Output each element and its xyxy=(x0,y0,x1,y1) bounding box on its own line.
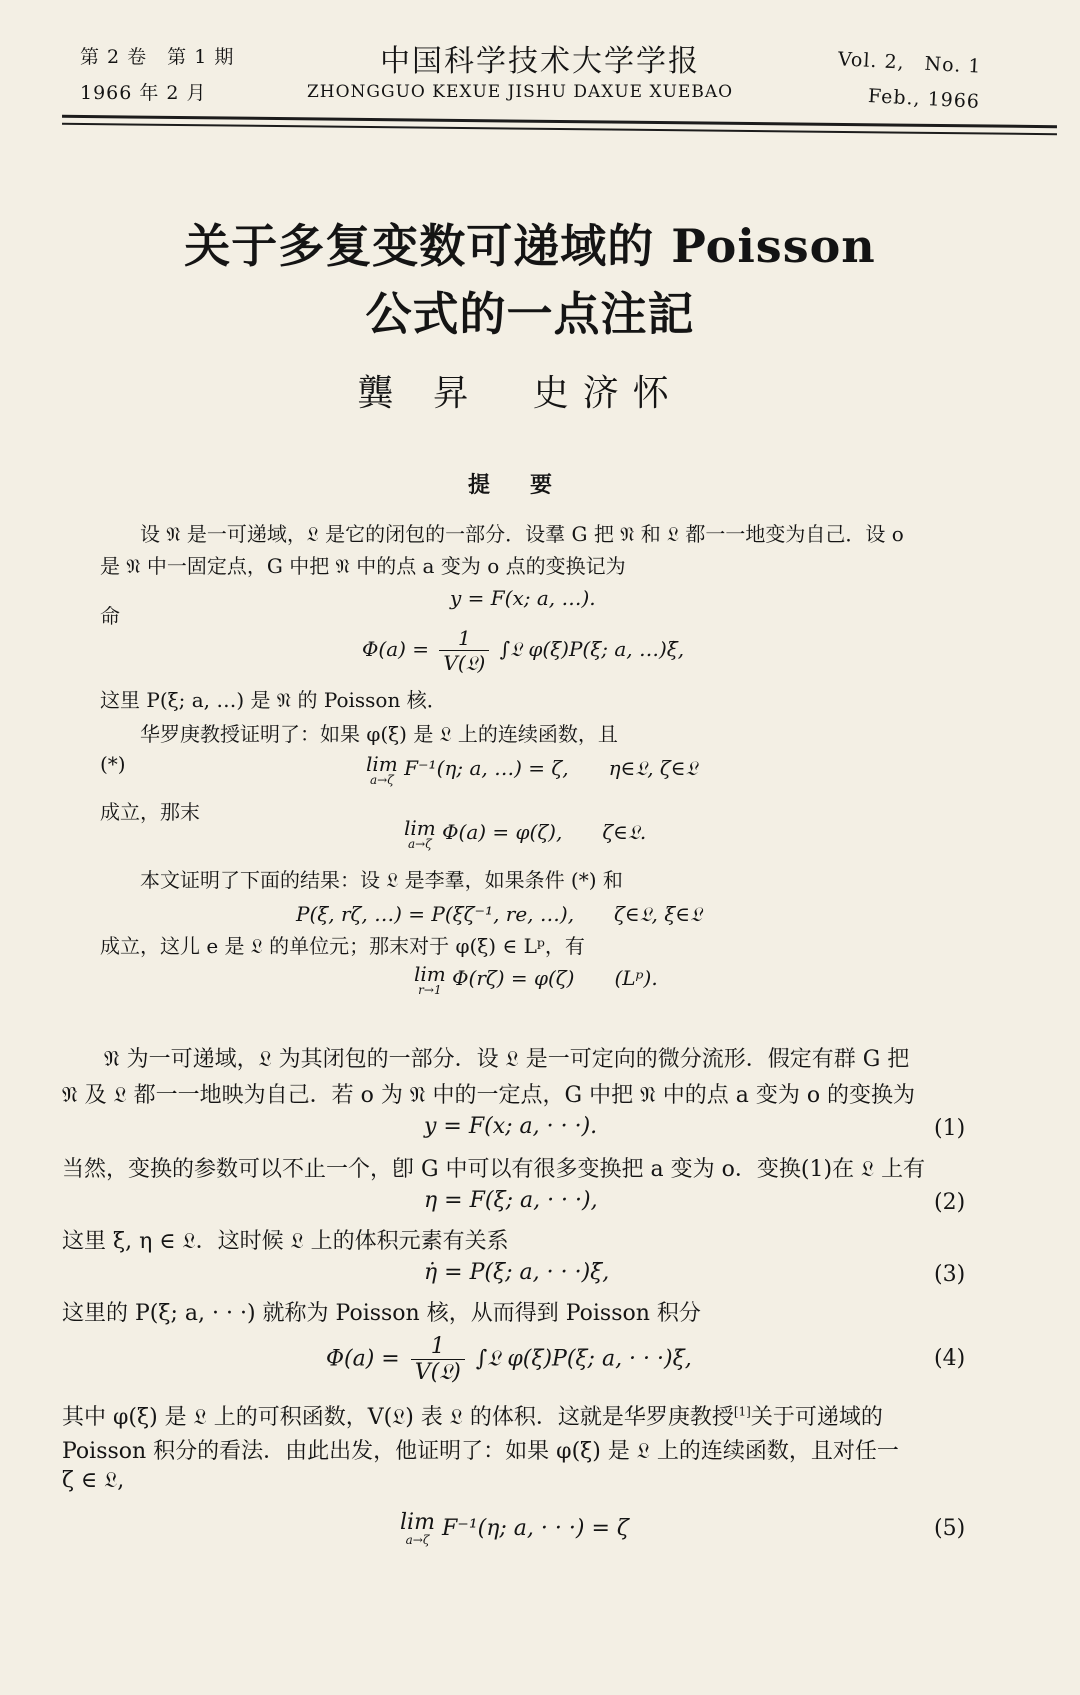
abstract-line-hua: 华罗庚教授证明了：如果 φ(ξ) 是 𝔏 上的连续函数，且 xyxy=(140,722,618,746)
equation-5 xyxy=(400,1512,629,1546)
fraction-numerator: 1 xyxy=(411,1334,465,1360)
paper-title-line1: 关于多复变数可递域的 Poisson xyxy=(184,219,876,273)
body-line-2: 𝔑 及 𝔏 都一一地映为自己．若 o 为 𝔑 中的一定点，G 中把 𝔑 中的点 a 变为 o 的变换为 xyxy=(62,1083,916,1108)
abstract-heading: 提要 xyxy=(467,472,592,498)
equation-3: η̇ = P(ξ; a, · · ·)ξ̇, xyxy=(424,1260,610,1285)
condition-star-label: (*) xyxy=(100,752,126,776)
equation-number-3: (3) xyxy=(934,1262,966,1287)
body-line-8: ζ ∈ 𝔏, xyxy=(62,1468,125,1493)
limit-subscript: a→ζ xyxy=(408,836,432,851)
abstract-line-unit: 成立，这儿 e 是 𝔏 的单位元；那末对于 φ(ξ) ∈ Lᵖ，有 xyxy=(100,934,585,958)
limit-label: lim xyxy=(400,1510,435,1535)
abstract-line-kernel: 这里 P(ξ; a, …) 是 𝔑 的 Poisson 核． xyxy=(100,688,447,712)
date-en: Feb., 1966 xyxy=(867,85,981,113)
volume-issue-cn: 第 2 卷 第 1 期 xyxy=(80,46,235,68)
limit-label: lim xyxy=(414,961,446,986)
body-line-1: 𝔑 为一可递域，𝔏 为其闭包的一部分．设 𝔏 是一可定向的微分流形．假定有群 G 把 xyxy=(104,1047,910,1072)
body-line-6-start: 其中 φ(ξ) 是 𝔏 上的可积函数，V(𝔏) 表 𝔏 的体积．这就是华罗庚教授 xyxy=(62,1405,734,1430)
abstract-eq-limit-result xyxy=(404,816,646,850)
abstract-eq-transform: y = F(x; a, …). xyxy=(450,586,596,610)
eq-lhs: Φ(a) = xyxy=(362,637,430,661)
equation-number-1: (1) xyxy=(934,1116,966,1141)
abstract-line-then: 成立，那末 xyxy=(100,800,200,824)
limit-operator xyxy=(414,961,446,997)
journal-title-en: ZHONGGUO KEXUE JISHU DAXUE XUEBAO xyxy=(306,82,734,102)
eq-body: Φ(a) = φ(ζ), ζ∈𝔏. xyxy=(442,820,647,844)
limit-label: lim xyxy=(366,751,398,776)
paper-title-line2: 公式的一点注記 xyxy=(365,287,695,341)
abstract-line-2: 是 𝔑 中一固定点，G 中把 𝔑 中的点 a 变为 o 点的变换记为 xyxy=(100,554,626,578)
fraction-denominator: V(𝔏) xyxy=(443,651,486,675)
limit-label: lim xyxy=(404,815,436,840)
date-cn: 1966 年 2 月 xyxy=(80,82,207,104)
journal-title-cn: 中国科学技术大学学报 xyxy=(380,44,700,79)
body-line-7: Poisson 积分的看法．由此出发，他证明了：如果 φ(ξ) 是 𝔏 上的连续函数，且对任一 xyxy=(62,1439,899,1464)
equation-1: y = F(x; a, · · ·). xyxy=(424,1114,598,1139)
body-line-5: 这里的 P(ξ; a, · · ·) 就称为 Poisson 核，从而得到 Poisson 积分 xyxy=(62,1301,701,1326)
equation-number-5: (5) xyxy=(934,1516,966,1541)
eq-lhs: Φ(a) = xyxy=(326,1346,400,1372)
body-line-4: 这里 ξ, η ∈ 𝔏．这时候 𝔏 上的体积元素有关系 xyxy=(62,1229,509,1254)
limit-subscript: r→1 xyxy=(418,982,442,997)
fraction xyxy=(411,1334,465,1385)
abstract-ming: 命 xyxy=(100,604,120,628)
limit-operator xyxy=(404,815,436,851)
abstract-eq-kernel-condition: P(ξ, rζ, …) = P(ξζ⁻¹, re, …), ζ∈𝔏, ξ∈𝔏 xyxy=(296,902,702,926)
header-rule-thick xyxy=(62,115,1057,128)
citation-ref: [1] xyxy=(733,1404,751,1419)
limit-operator xyxy=(400,1512,435,1546)
equation-number-4: (4) xyxy=(934,1346,966,1371)
abstract-line-result: 本文证明了下面的结果：设 𝔏 是李羣，如果条件 (*) 和 xyxy=(140,868,623,892)
limit-subscript: a→ζ xyxy=(405,1533,430,1547)
limit-operator xyxy=(366,751,398,787)
abstract-line-1: 设 𝔑 是一可递域，𝔏 是它的闭包的一部分．设羣 G 把 𝔑 和 𝔏 都一一地变为自己．设 o xyxy=(140,522,904,546)
equation-4 xyxy=(326,1334,692,1385)
equation-number-2: (2) xyxy=(934,1190,966,1215)
body-line-6-end: 关于可递域的 xyxy=(750,1405,883,1430)
body-line-6 xyxy=(62,1400,883,1431)
volume-issue-en: Vol. 2, No. 1 xyxy=(837,48,983,78)
limit-subscript: a→ζ xyxy=(370,772,394,787)
eq-rhs: ∫𝔏 φ(ξ)P(ξ; a, …)ξ̇, xyxy=(499,637,685,661)
eq-body: F⁻¹(η; a, · · ·) = ζ xyxy=(441,1516,629,1541)
equation-2: η = F(ξ; a, · · ·), xyxy=(424,1188,598,1213)
abstract-eq-poisson xyxy=(362,626,684,675)
eq-body: Φ(rζ) = φ(ζ) (Lᵖ). xyxy=(452,966,658,990)
authors: 龔 昇 史济怀 xyxy=(357,373,683,414)
fraction-denominator: V(𝔏) xyxy=(414,1360,461,1385)
fraction xyxy=(439,626,489,675)
abstract-eq-limit-condition xyxy=(366,752,697,786)
eq-rhs: ∫𝔏 φ(ξ)P(ξ; a, · · ·)ξ̇, xyxy=(475,1346,692,1372)
fraction-numerator: 1 xyxy=(439,626,489,651)
eq-body: F⁻¹(η; a, …) = ζ, η∈𝔏, ζ∈𝔏 xyxy=(404,756,698,780)
abstract-eq-lp-limit xyxy=(414,962,658,996)
body-line-3: 当然，变换的参数可以不止一个，卽 G 中可以有很多变换把 a 变为 o．变换(1)在 𝔏 上有 xyxy=(62,1157,926,1182)
